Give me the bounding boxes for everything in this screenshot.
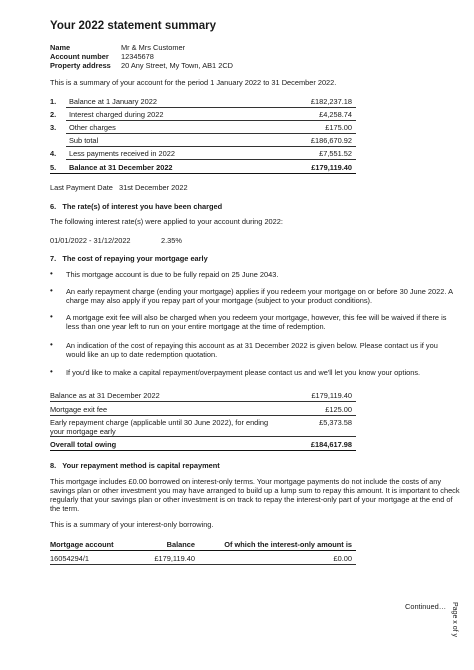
- cost-row-label: Balance as at 31 December 2022: [50, 391, 160, 400]
- intro-text: This is a summary of your account for the period 1 January 2022 to 31 December 2022.: [50, 78, 337, 87]
- bullet-icon: •: [50, 340, 53, 349]
- page-number-label: [449, 602, 459, 642]
- bullet-icon: •: [50, 367, 53, 376]
- summary-row-label: Other charges: [69, 123, 116, 132]
- rate-period: 01/01/2022 - 31/12/2022: [50, 236, 131, 245]
- overall-total-label: Overall total owing: [50, 440, 117, 449]
- cost-row-label: Mortgage exit fee: [50, 405, 108, 414]
- continued-label: Continued…: [405, 602, 447, 611]
- summary-row-label: Sub total: [69, 136, 99, 145]
- list-item: If you'd like to make a capital repayment/overpayment please contact us and we'll let you know your options.: [66, 368, 421, 377]
- table-header-mortgage-account: Mortgage account: [50, 540, 114, 549]
- summary-total-label: Balance at 31 December 2022: [69, 163, 173, 172]
- bullet-icon: •: [50, 269, 53, 278]
- list-item: An indication of the cost of repaying this account as at 31 December 2022 is given below. Please contact us if you would like an up to date redemption quotation.: [66, 341, 438, 359]
- table-cell-balance: £179,119.40: [154, 554, 195, 563]
- last-payment-date: Last Payment Date 31st December 2022: [50, 183, 188, 192]
- bullet-icon: •: [50, 312, 53, 321]
- account-number-label: Account number: [50, 52, 109, 61]
- list-item: This mortgage account is due to be fully repaid on 25 June 2043.: [66, 270, 279, 279]
- table-cell-account: 16054294/1: [50, 554, 90, 563]
- property-address-value: 20 Any Street, My Town, AB1 2CD: [121, 61, 234, 70]
- cost-row-value: £5,373.58: [319, 418, 352, 427]
- table-header-interest-only: Of which the interest-only amount is: [224, 540, 352, 549]
- section-6-text: The following interest rate(s) were applied to your account during 2022:: [50, 217, 283, 226]
- summary-row-num: 5.: [50, 163, 57, 172]
- account-number-value: 12345678: [121, 52, 154, 61]
- bullet-icon: •: [50, 286, 53, 295]
- summary-total-value: £179,119.40: [311, 163, 352, 172]
- summary-row-num: 3.: [50, 123, 57, 132]
- summary-row-value: £7,551.52: [319, 149, 352, 158]
- section-8-heading: 8. Your repayment method is capital repayment: [50, 461, 220, 470]
- table-cell-interest-only: £0.00: [333, 554, 352, 563]
- section-6-heading: 6. The rate(s) of interest you have been charged: [50, 202, 223, 211]
- name-value: Mr & Mrs Customer: [121, 43, 186, 52]
- summary-row-num: 2.: [50, 110, 57, 119]
- cost-row-value: £125.00: [325, 405, 352, 414]
- summary-row-num: 1.: [50, 97, 57, 106]
- summary-row-label: Less payments received in 2022: [69, 149, 175, 158]
- list-item: An early repayment charge (ending your mortgage) applies if you redeem your mortgage on or before 30 June 2022. A charge may also apply if you repay part of your mortgage (subject to your product conditions).: [66, 287, 453, 305]
- summary-row-value: £175.00: [325, 123, 352, 132]
- page-title: Your 2022 statement summary: [50, 20, 216, 32]
- property-address-label: Property address: [50, 61, 111, 70]
- section-7-heading: 7. The cost of repaying your mortgage early: [50, 254, 208, 263]
- name-label: Name: [50, 43, 71, 52]
- cost-row-label: Early repayment charge (applicable until 30 June 2022), for ending your mortgage early: [50, 418, 269, 436]
- overall-total-value: £184,617.98: [310, 440, 352, 449]
- summary-row-label: Interest charged during 2022: [69, 110, 164, 119]
- table-header-balance: Balance: [166, 540, 195, 549]
- rate-value: 2.35%: [161, 236, 182, 245]
- list-item: A mortgage exit fee will also be charged when you redeem your mortgage, however, this fee will be waived if there is less than one year left to run on your entire mortgage at the time of redemption.: [66, 313, 447, 331]
- summary-row-value: £186,670.92: [310, 136, 352, 145]
- cost-row-value: £179,119.40: [311, 391, 352, 400]
- summary-row-label: Balance at 1 January 2022: [69, 97, 157, 106]
- summary-row-value: £182,237.18: [310, 97, 352, 106]
- summary-row-value: £4,258.74: [319, 110, 352, 119]
- section-8-text: This mortgage includes £0.00 borrowed on interest-only terms. Your mortgage payments do not include the costs of any savings plan or other investment you may have arranged to build up a lump sum to repay this amount. It is important to check regularly that your savings plan or other investment is on track to repay the interest-only part of your mortgage at the end of the term.: [50, 477, 460, 513]
- summary-row-num: 4.: [50, 149, 57, 158]
- interest-only-summary-text: This is a summary of your interest-only borrowing.: [50, 520, 214, 529]
- page-number-text: Page x of y: [451, 602, 458, 638]
